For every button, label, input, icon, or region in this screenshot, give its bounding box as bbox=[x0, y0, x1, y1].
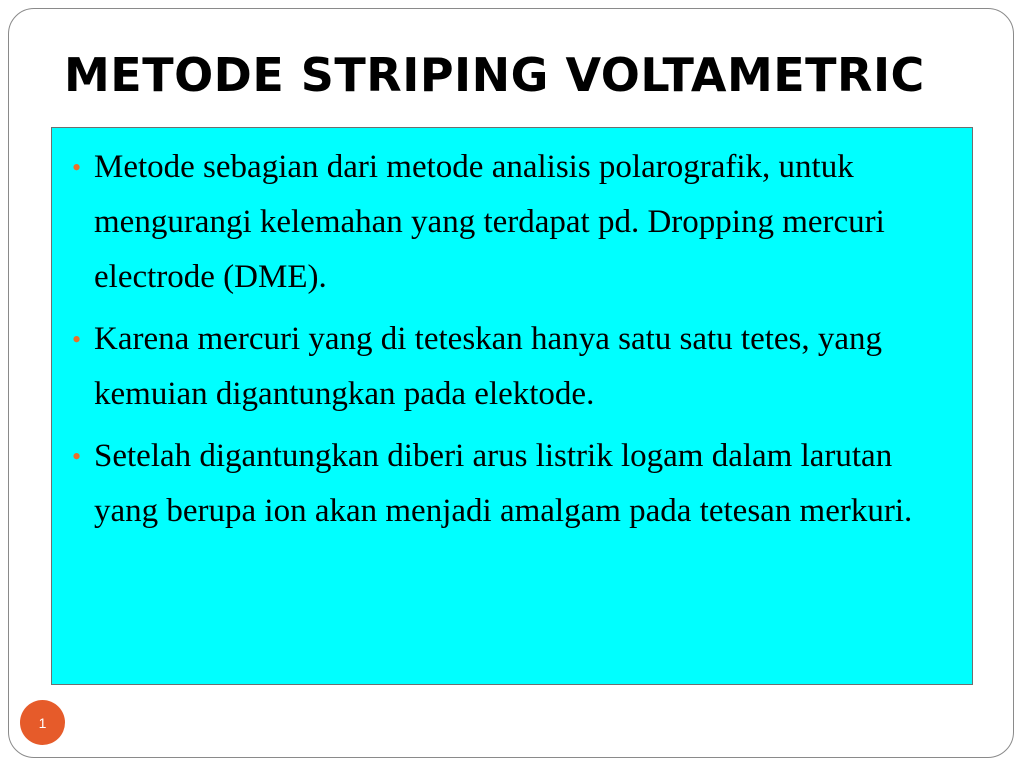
bullet-icon: • bbox=[72, 325, 82, 354]
content-box bbox=[51, 127, 973, 685]
bullet-item bbox=[64, 429, 952, 539]
bullet-list bbox=[64, 140, 952, 539]
bullet-icon: • bbox=[72, 153, 82, 182]
bullet-text: Setelah digantungkan diberi arus listrik logam dalam larutan yang berupa ion akan menjadi amalgam pada tetesan merkuri. bbox=[94, 438, 913, 529]
page-number-badge bbox=[20, 700, 65, 745]
bullet-text: Metode sebagian dari metode analisis polarografik, untuk mengurangi kelemahan yang terdapat pd. Dropping mercuri electrode (DME). bbox=[94, 149, 885, 295]
bullet-item bbox=[64, 312, 952, 422]
bullet-text: Karena mercuri yang di teteskan hanya satu satu tetes, yang kemuian digantungkan pada elektode. bbox=[94, 321, 883, 412]
bullet-item bbox=[64, 140, 952, 305]
page-number: 1 bbox=[38, 714, 47, 731]
slide-title: METODE STRIPING VOLTAMETRIC bbox=[64, 48, 925, 102]
bullet-icon: • bbox=[72, 442, 82, 471]
